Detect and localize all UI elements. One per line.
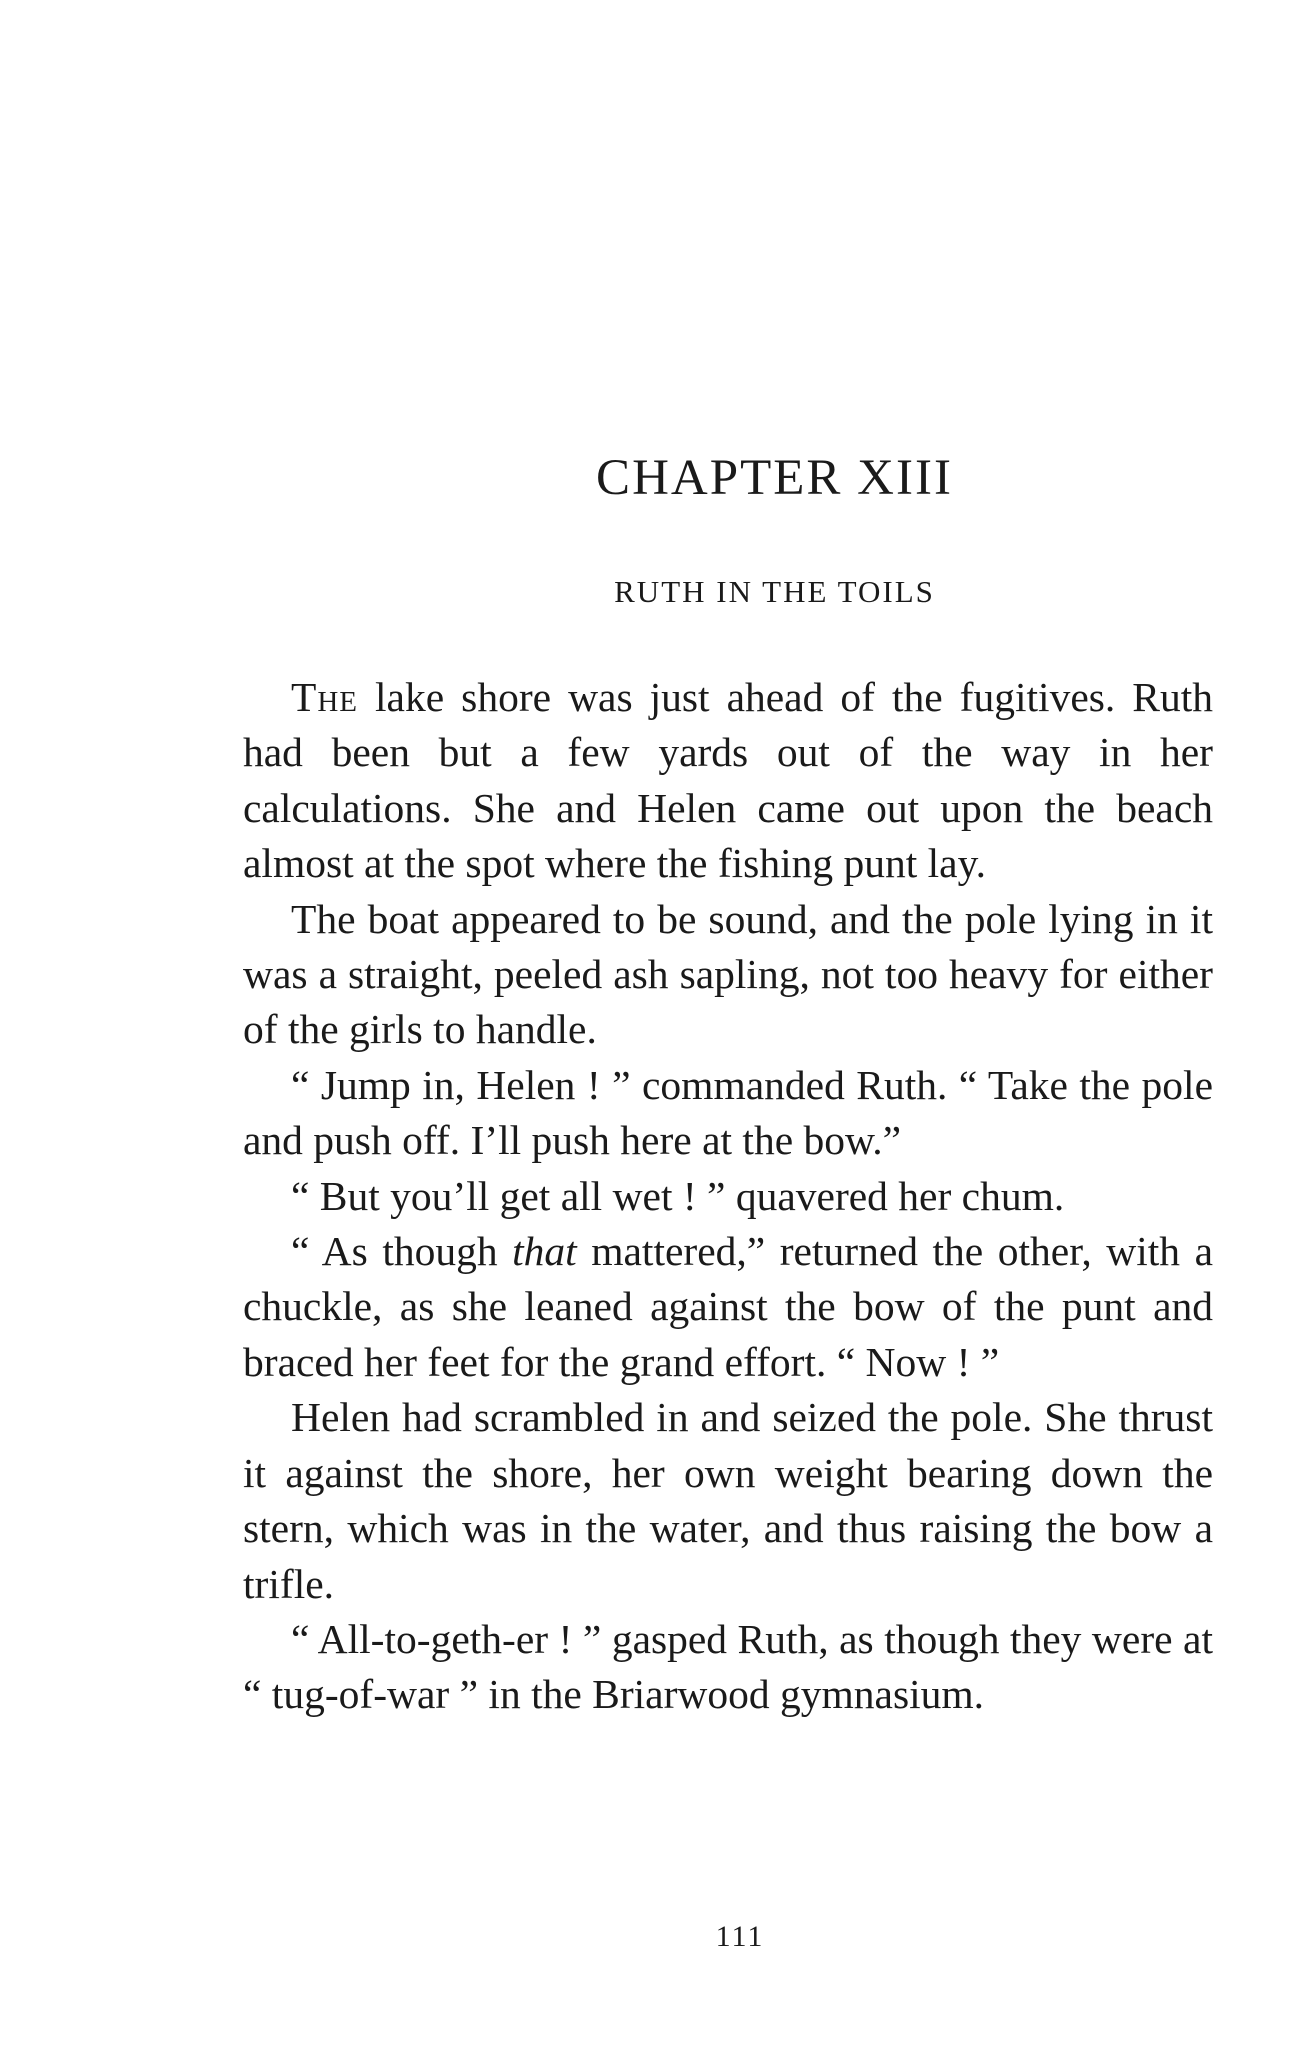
page-number: 111 bbox=[715, 1920, 765, 1953]
paragraph: “ But you’ll get all wet ! ” quavered her chum. bbox=[291, 1172, 1065, 1219]
chapter-subtitle: RUTH IN THE TOILS bbox=[614, 574, 935, 609]
paragraph-lead-word: The bbox=[291, 674, 359, 720]
paragraph-text: “ As though bbox=[291, 1228, 513, 1275]
chapter-title: CHAPTER XIII bbox=[596, 450, 953, 506]
paragraph: The boat appeared to be sound, and the pole lying in it was a straight, peeled ash sapling, not too heavy for either of the girls to handle. bbox=[243, 895, 1213, 1053]
body-text bbox=[243, 670, 1213, 1723]
paragraph: “ All-to-geth-er ! ” gasped Ruth, as though they were at “ tug-of-war ” in the Briarwood gymnasium. bbox=[243, 1615, 1213, 1718]
paragraph bbox=[243, 670, 1213, 892]
paragraph: Helen had scrambled in and seized the pole. She thrust it against the shore, her own weight bearing down the stern, which was in the water, and thus raising the bow a trifle. bbox=[243, 1394, 1213, 1607]
paragraph bbox=[243, 1224, 1213, 1390]
paragraph: “ Jump in, Helen ! ” commanded Ruth. “ Take the pole and push off. I’ll push here at the bow.” bbox=[243, 1061, 1213, 1164]
paragraph-text: mattered,” returned the other, with a chuckle, as she leaned against the bow of the punt and braced her feet for the grand effort. “ Now ! ” bbox=[243, 1228, 1214, 1385]
paragraph-text: lake shore was just ahead of the fugitives. Ruth had been but a few yards out of the way in her calculations. She and Helen came out upon the beach almost at the spot where the fishing punt lay. bbox=[243, 674, 1213, 887]
emphasized-word: that bbox=[512, 1228, 577, 1275]
